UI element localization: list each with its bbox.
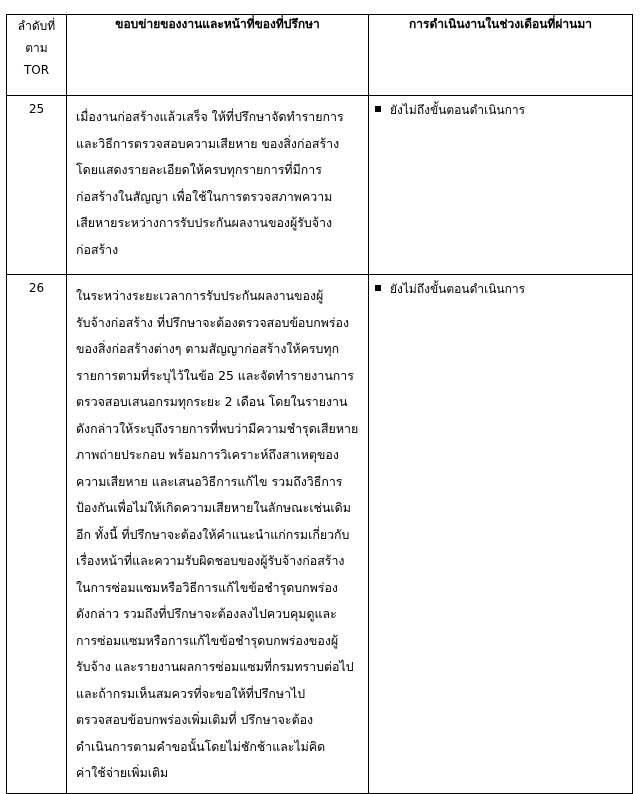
description-line: รับจ้าง และรายงานผลการซ่อมแซมที่กรมทราบต่อไป xyxy=(76,659,354,674)
description-line: อีก ทั้งนี้ ที่ปรึกษาจะต้องให้คำแนะนำแก่กรมเกี่ยวกับ xyxy=(76,526,350,542)
description-line: ตรวจสอบเสนอกรมทุกระยะ 2 เดือน โดยในรายงาน xyxy=(76,394,348,409)
description-line: ดำเนินการตามคำขอนั้นโดยไม่ชักช้าและไม่คิด xyxy=(76,738,326,754)
row-number: 26 xyxy=(7,275,67,794)
row-number: 25 xyxy=(7,96,67,275)
row-description xyxy=(67,96,369,275)
header-tor-line: ตาม xyxy=(25,41,48,55)
status-text: ยังไม่ถึงขั้นตอนดำเนินการ xyxy=(390,103,526,117)
description-line: ก่อสร้าง xyxy=(76,241,119,257)
description-line: ป้องกันเพื่อไม่ให้เกิดความเสียหายในลักษณะเช่นเดิม xyxy=(76,500,351,515)
description-line: เมื่องานก่อสร้างแล้วเสร็จ ให้ที่ปรึกษาจัดทำรายการ xyxy=(76,109,344,124)
description-line: ค่าใช้จ่ายเพิ่มเติม xyxy=(76,765,169,780)
header-tor-line: TOR xyxy=(23,63,50,77)
row-description xyxy=(67,275,369,794)
description-line: ในการซ่อมแซมหรือวิธีการแก้ไขข้อชำรุดบกพร่อง xyxy=(76,579,338,595)
table-row xyxy=(7,96,633,275)
description-line: รายการตามที่ระบุไว้ในข้อ 25 และจัดทำรายงานการ xyxy=(76,367,354,383)
description-line: ก่อสร้างในสัญญา เพื่อใช้ในการตรวจสภาพความ xyxy=(76,188,333,204)
description-line: ความเสียหาย และเสนอวิธีการแก้ไข รวมถึงวิธีการ xyxy=(76,473,343,489)
square-bullet-icon xyxy=(375,106,381,112)
square-bullet-icon xyxy=(375,285,381,291)
description-line: การซ่อมแซมหรือการแก้ไขข้อชำรุดบกพร่องของผู้ xyxy=(76,632,339,648)
header-scope: ขอบข่ายของงานและหน้าที่ของที่ปรึกษา xyxy=(67,15,369,96)
header-row xyxy=(7,15,633,96)
description-line: รับจ้างก่อสร้าง ที่ปรึกษาจะต้องตรวจสอบข้อบกพร่อง xyxy=(76,314,350,330)
row-status xyxy=(369,275,633,794)
description-line: และถ้ากรมเห็นสมควรที่จะขอให้ที่ปรึกษาไป xyxy=(76,685,306,701)
row-status xyxy=(369,96,633,275)
tor-table xyxy=(6,14,633,794)
description-line: ดังกล่าวให้ระบุถึงรายการที่พบว่ามีความชำรุดเสียหาย xyxy=(76,420,359,436)
description-line: โดยแสดงรายละเอียดให้ครบทุกรายการที่มีการ xyxy=(76,162,322,177)
header-tor-number xyxy=(7,15,67,96)
description-line: ตรวจสอบข้อบกพร่องเพิ่มเติมที่ ปรึกษาจะต้อง xyxy=(76,712,314,727)
description-line: ภาพถ่ายประกอบ พร้อมการวิเคราะห์ถึงสาเหตุของ xyxy=(76,447,339,462)
description-line: เรื่องหน้าที่และความรับผิดชอบของผู้รับจ้างก่อสร้าง xyxy=(76,553,345,568)
description-line: ดังกล่าว รวมถึงที่ปรึกษาจะต้องลงไปควบคุมดูและ xyxy=(76,606,337,621)
description-line: ในระหว่างระยะเวลาการรับประกันผลงานของผู้ xyxy=(76,288,324,303)
header-progress: การดำเนินงานในช่วงเดือนที่ผ่านมา xyxy=(369,15,633,96)
description-line: เสียหายระหว่างการรับประกันผลงานของผู้รับจ้าง xyxy=(76,215,333,230)
status-text: ยังไม่ถึงขั้นตอนดำเนินการ xyxy=(390,282,526,296)
description-line: และวิธีการตรวจสอบความเสียหาย ของสิ่งก่อสร้าง xyxy=(76,135,340,151)
header-tor-line: ลำดับที่ xyxy=(17,19,56,33)
description-line: ของสิ่งก่อสร้างต่างๆ ตามสัญญาก่อสร้างให้ครบทุก xyxy=(76,341,340,356)
table-row xyxy=(7,275,633,794)
